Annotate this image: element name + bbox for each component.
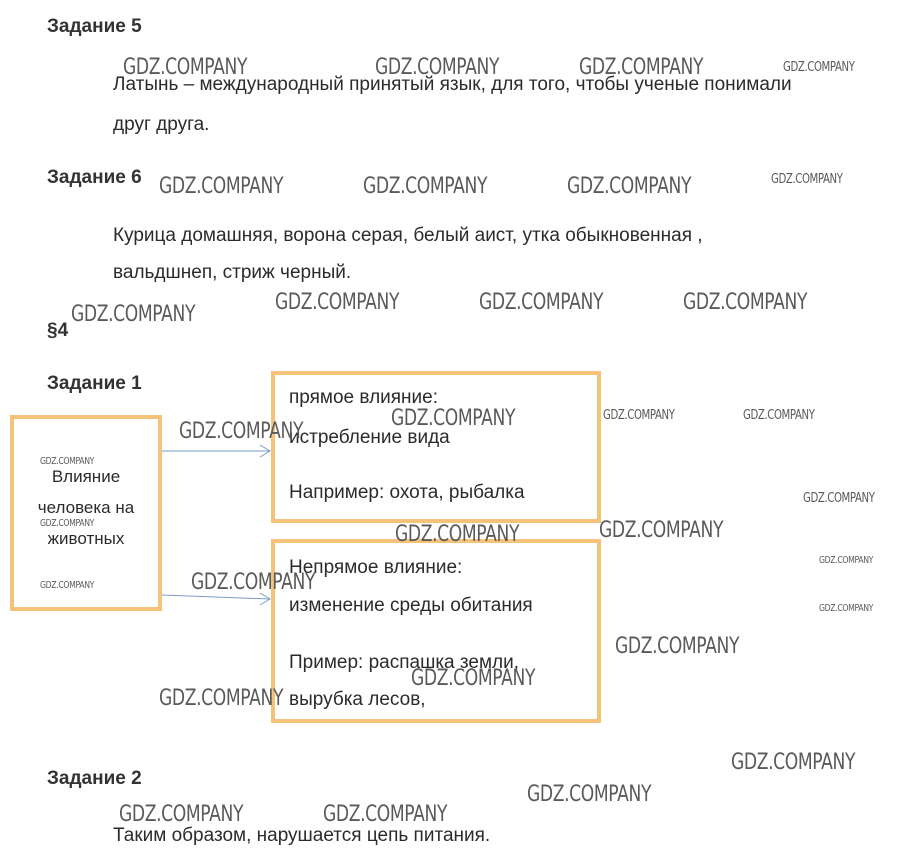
watermark: GDZ.COMPANY — [375, 55, 500, 80]
watermark: GDZ.COMPANY — [323, 802, 448, 827]
watermark: GDZ.COMPANY — [743, 408, 815, 423]
direct-example: Например: охота, рыбалка — [289, 482, 525, 503]
watermark: GDZ.COMPANY — [363, 174, 488, 199]
watermark: GDZ.COMPANY — [40, 518, 95, 529]
indirect-title: Непрямое влияние: — [289, 557, 463, 578]
indirect-example-2: вырубка лесов, — [289, 689, 426, 710]
left-box-line-1: Влияние — [51, 467, 121, 486]
task2-heading: Задание 2 — [47, 768, 142, 789]
arrow-to-indirect — [162, 595, 270, 599]
watermark: GDZ.COMPANY — [803, 491, 875, 506]
watermark: GDZ.COMPANY — [275, 290, 400, 315]
watermark: GDZ.COMPANY — [603, 408, 675, 423]
watermark: GDZ.COMPANY — [819, 603, 874, 614]
watermark: GDZ.COMPANY — [391, 406, 516, 431]
watermark: GDZ.COMPANY — [191, 570, 316, 595]
watermark: GDZ.COMPANY — [119, 802, 244, 827]
watermark: GDZ.COMPANY — [599, 518, 724, 543]
task1-heading: Задание 1 — [47, 373, 142, 394]
section-number: §4 — [47, 320, 69, 341]
indirect-detail: изменение среды обитания — [289, 595, 533, 616]
watermark: GDZ.COMPANY — [71, 302, 196, 327]
indirect-example-1: Пример: распашка земли, — [289, 652, 520, 673]
watermark: GDZ.COMPANY — [179, 419, 304, 444]
watermark: GDZ.COMPANY — [615, 634, 740, 659]
watermark: GDZ.COMPANY — [783, 60, 855, 75]
watermark: GDZ.COMPANY — [683, 290, 808, 315]
task5-line2: друг друга. — [113, 114, 210, 135]
watermark: GDZ.COMPANY — [159, 174, 284, 199]
task6-line1: Курица домашняя, ворона серая, белый аист, утка обыкновенная , — [113, 225, 703, 246]
direct-detail: истребление вида — [289, 427, 450, 448]
task6-heading: Задание 6 — [47, 167, 142, 188]
left-box-line-3: животных — [47, 529, 125, 548]
watermark: GDZ.COMPANY — [819, 555, 874, 566]
left-box-line-2: человека на — [37, 498, 135, 517]
watermark: GDZ.COMPANY — [123, 55, 248, 80]
watermark: GDZ.COMPANY — [411, 666, 536, 691]
watermark: GDZ.COMPANY — [479, 290, 604, 315]
watermark: GDZ.COMPANY — [579, 55, 704, 80]
task2-line1: Таким образом, нарушается цепь питания. — [113, 825, 491, 846]
watermark: GDZ.COMPANY — [527, 782, 652, 807]
direct-title: прямое влияние: — [289, 387, 439, 408]
task6-line2: вальдшнеп, стриж черный. — [113, 262, 352, 283]
task5-heading: Задание 5 — [47, 16, 142, 37]
watermark: GDZ.COMPANY — [395, 522, 520, 547]
watermark: GDZ.COMPANY — [771, 172, 843, 187]
task5-line1: Латынь – международный принятый язык, для того, чтобы ученые понимали — [113, 74, 792, 95]
watermark: GDZ.COMPANY — [567, 174, 692, 199]
watermark: GDZ.COMPANY — [731, 750, 856, 775]
watermark: GDZ.COMPANY — [40, 580, 95, 591]
watermark: GDZ.COMPANY — [159, 686, 284, 711]
watermark: GDZ.COMPANY — [40, 456, 95, 467]
